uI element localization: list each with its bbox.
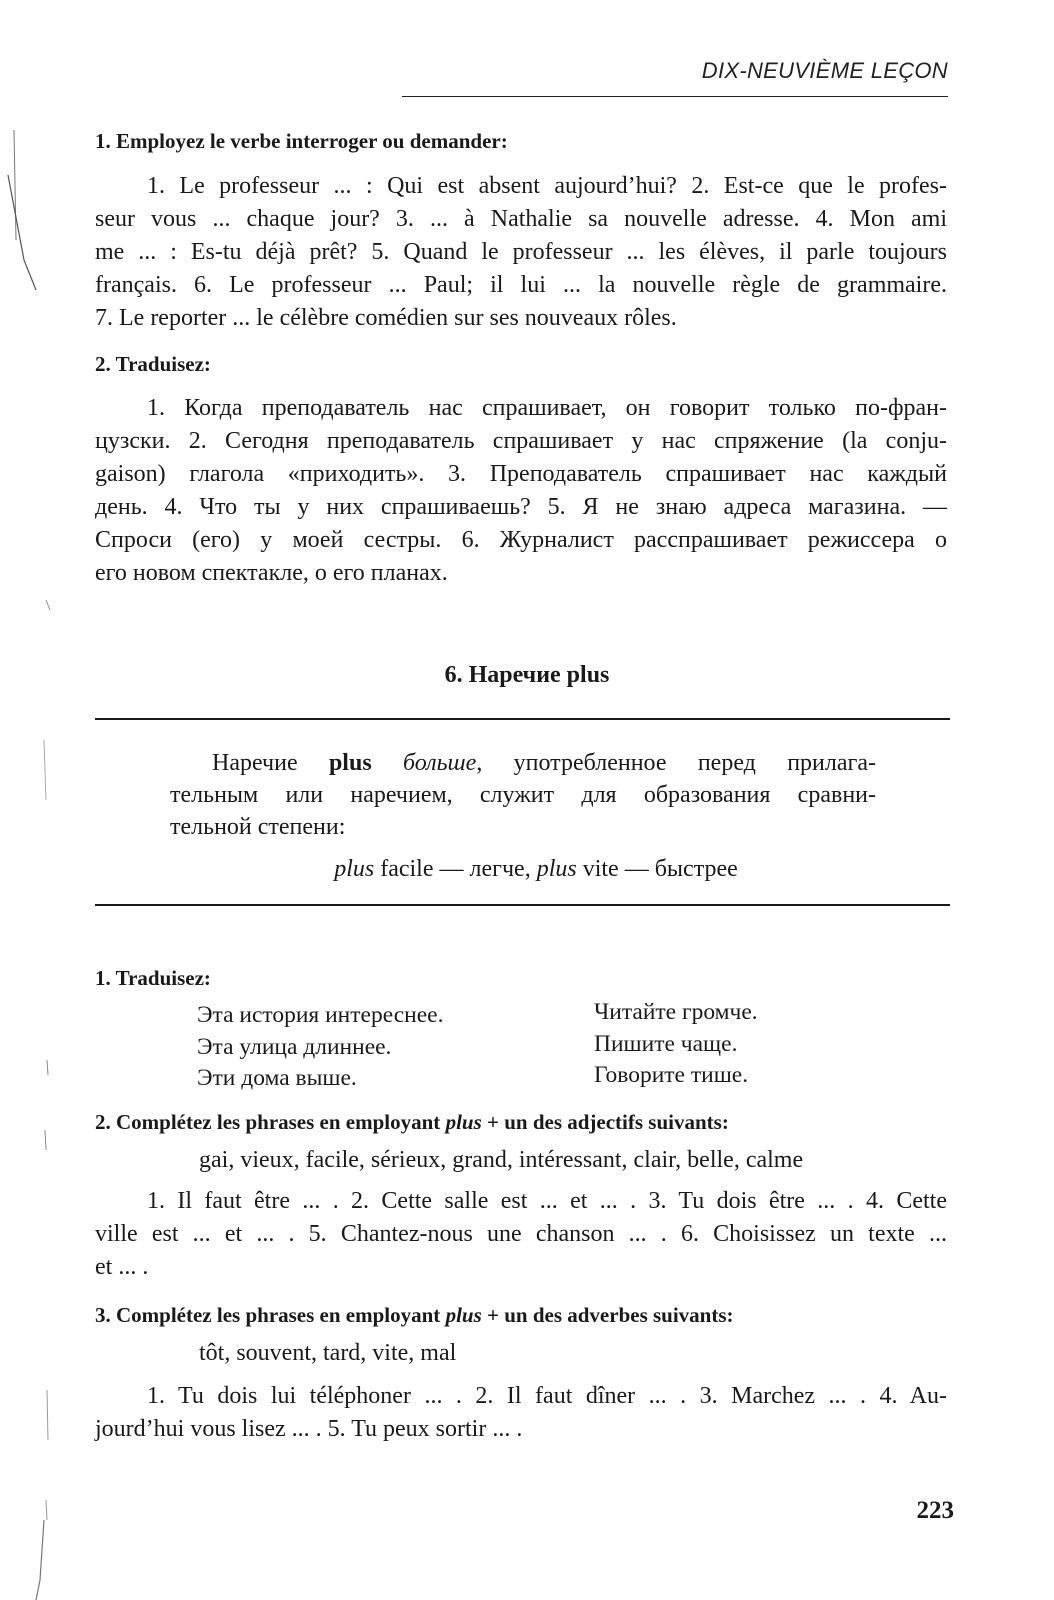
exercise-2-heading: 2. Traduisez: xyxy=(95,352,211,376)
grammar-rule-line xyxy=(170,747,876,779)
translation-sentence: Эти дома выше. xyxy=(197,1065,357,1091)
exercise-2-line: день. 4. Что ты у них спрашиваешь? 5. Я не знаю адреса магазина. — xyxy=(95,494,947,520)
translation-sentence: Эта улица длиннее. xyxy=(197,1033,392,1060)
rule-text: Наречие xyxy=(212,750,329,776)
exercise-2-line: его новом спектакле, о его планах. xyxy=(95,560,448,586)
section-title: 6. Наречие plus xyxy=(444,662,610,688)
heading-text: + un des adjectifs suivants: xyxy=(481,1110,729,1134)
rule-box-top-border xyxy=(95,718,950,720)
exercise-5-line: jourd’hui vous lisez ... . 5. Tu peux sortir ... . xyxy=(95,1416,523,1442)
exercise-2-line: gaison) глагола «приходить». 3. Преподаватель спрашивает нас каждый xyxy=(95,461,947,487)
exercise-1-heading: 1. Employez le verbe interroger ou demander: xyxy=(95,129,508,153)
rule-translation: больше xyxy=(403,750,477,776)
example-keyword: plus xyxy=(536,856,577,882)
exercise-2-line: Спроси (его) у моей сестры. 6. Журналист расспрашивает режиссера о xyxy=(95,527,947,553)
exercise-5-text xyxy=(95,1380,947,1446)
exercise-2-text xyxy=(95,392,947,590)
translation-sentence: Говорите тише. xyxy=(594,1062,749,1088)
header-rule xyxy=(402,96,948,97)
translation-sentence: Пишите чаще. xyxy=(594,1030,738,1057)
exercise-1-line: français. 6. Le professeur ... Paul; il lui ... la nouvelle règle de grammaire. xyxy=(95,272,947,298)
exercise-4-text xyxy=(95,1185,947,1284)
exercise-1-line: 1. Le professeur ... : Qui est absent aujourd’hui? 2. Est-ce que le profes- xyxy=(147,173,947,199)
exercise-1-line: 7. Le reporter ... le célèbre comédien sur ses nouveaux rôles. xyxy=(95,305,677,331)
exercise-2-line: 1. Когда преподаватель нас спрашивает, он говорит только по-фран- xyxy=(147,395,947,421)
translation-sentence: Читайте громче. xyxy=(594,999,758,1025)
heading-keyword: plus xyxy=(445,1303,482,1327)
exercise-4-line: 1. Il faut être ... . 2. Cette salle est ... et ... . 3. Tu dois être ... . 4. Cette xyxy=(147,1188,947,1214)
heading-text: + un des adverbes suivants: xyxy=(481,1303,734,1327)
rule-space xyxy=(372,750,403,776)
example-text: facile — легче, xyxy=(374,856,537,882)
running-head: DIX-NEUVIÈME LEÇON xyxy=(701,58,948,83)
rule-keyword: plus xyxy=(328,750,372,776)
grammar-rule-line: тельной степени: xyxy=(170,814,346,840)
grammar-rule-text xyxy=(170,747,876,843)
heading-text: 2. Complétez les phrases en employant xyxy=(95,1110,446,1134)
page-number: 223 xyxy=(916,1497,954,1524)
exercise-1-line: me ... : Es-tu déjà prêt? 5. Quand le professeur ... les élèves, il parle toujours xyxy=(95,239,947,265)
adjectives-word-list: gai, vieux, facile, sérieux, grand, intéressant, clair, belle, calme xyxy=(199,1147,804,1173)
rule-examples xyxy=(0,856,1054,883)
heading-keyword: plus xyxy=(445,1110,482,1134)
example-keyword: plus xyxy=(334,856,375,882)
exercise-5-line: 1. Tu dois lui téléphoner ... . 2. Il faut dîner ... . 3. Marchez ... . 4. Au- xyxy=(147,1383,947,1409)
exercise-2-line: цузски. 2. Сегодня преподаватель спрашивает у нас спряжение (la conju- xyxy=(95,428,947,454)
rule-text: , употребленное перед прилага- xyxy=(476,750,877,776)
exercise-4-line: et ... . xyxy=(95,1254,149,1280)
translation-left-column xyxy=(197,1000,443,1095)
heading-text: 3. Complétez les phrases en employant xyxy=(95,1303,446,1327)
grammar-rule-line: тельным или наречием, служит для образования сравни- xyxy=(170,782,876,808)
exercise-5-heading xyxy=(95,1303,734,1328)
translation-sentence: Эта история интереснее. xyxy=(197,1002,444,1028)
rule-box-bottom-border xyxy=(95,904,950,906)
exercise-3-heading: 1. Traduisez: xyxy=(95,966,211,990)
scan-edge-marks xyxy=(0,0,60,1600)
example-text: vite — быстрее xyxy=(576,856,738,882)
exercise-1-text xyxy=(95,170,947,335)
adverbs-word-list: tôt, souvent, tard, vite, mal xyxy=(199,1340,457,1366)
exercise-4-heading xyxy=(95,1110,729,1135)
exercise-1-line: seur vous ... chaque jour? 3. ... à Nathalie sa nouvelle adresse. 4. Mon ami xyxy=(95,206,947,232)
exercise-4-line: ville est ... et ... . 5. Chantez-nous une chanson ... . 6. Choisissez un texte ... xyxy=(95,1221,947,1247)
translation-right-column xyxy=(594,997,758,1092)
